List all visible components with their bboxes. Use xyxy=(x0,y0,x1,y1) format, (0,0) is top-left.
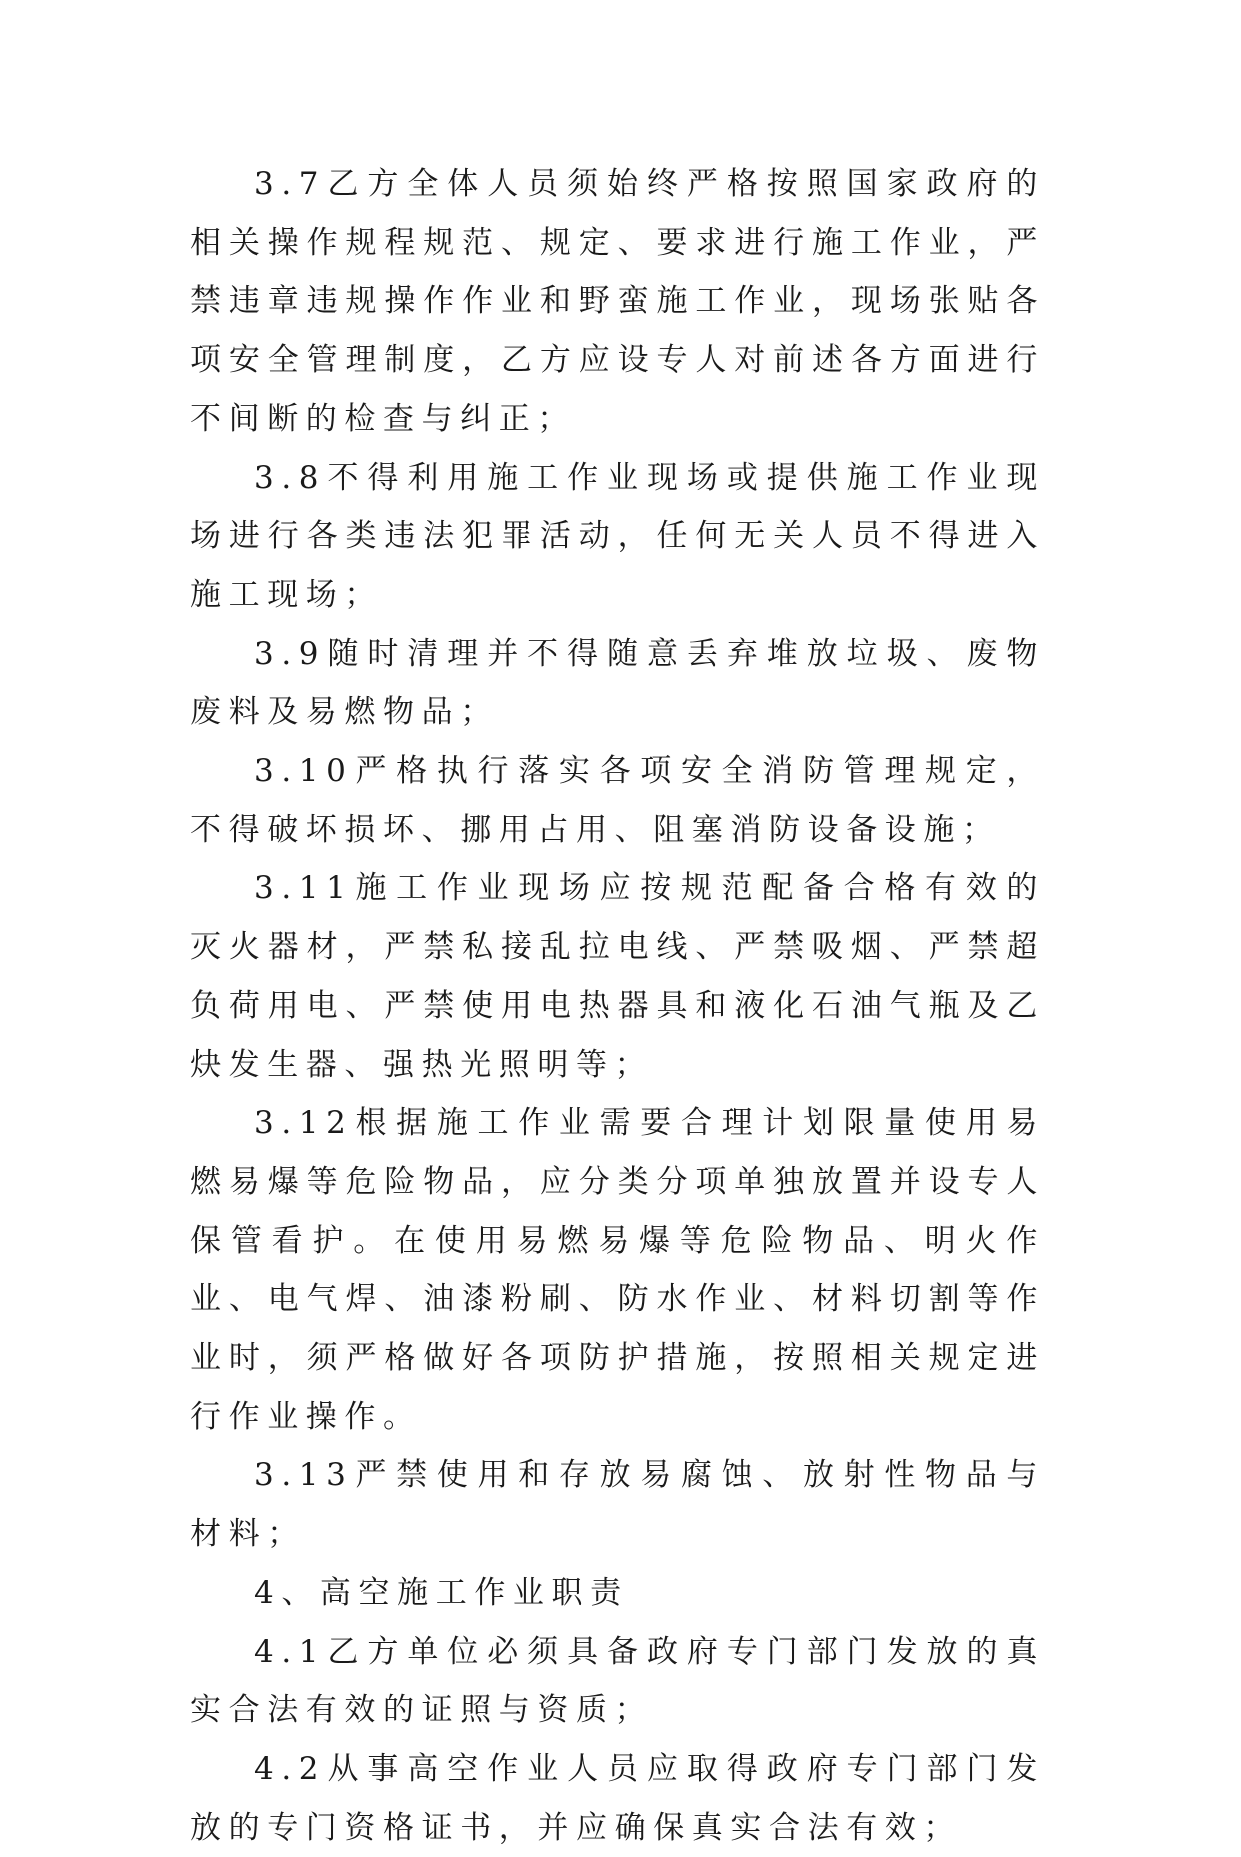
paragraph-4-2: 4.2从事高空作业人员应取得政府专门部门发放的专门资格证书，并应确保真实合法有效； xyxy=(190,1750,1045,1846)
paragraph-3-9: 3.9随时清理并不得随意丢弃堆放垃圾、废物废料及易燃物品； xyxy=(190,635,1045,731)
paragraph-3-12: 3.12根据施工作业需要合理计划限量使用易燃易爆等危险物品，应分类分项单独放置并设专人保管看护。在使用易燃易爆等危险物品、明火作业、电气焊、油漆粉刷、防水作业、材料切割等作业时，须严格做好各项防护措施，按照相关规定进行作业操作。 xyxy=(190,1105,1045,1435)
paragraph-3-10: 3.10严格执行落实各项安全消防管理规定，不得破坏损坏、挪用占用、阻塞消防设备设施； xyxy=(190,753,1045,848)
paragraph-3-13: 3.13严禁使用和存放易腐蚀、放射性物品与材料； xyxy=(190,1457,1045,1553)
paragraph-3-7: 3.7乙方全体人员须始终严格按照国家政府的相关操作规程规范、规定、要求进行施工作业，严禁违章违规操作作业和野蛮施工作业，现场张贴各项安全管理制度，乙方应设专人对前述各方面进行不间断的检查与纠正； xyxy=(190,166,1045,437)
paragraph-3-11: 3.11施工作业现场应按规范配备合格有效的灭火器材，严禁私接乱拉电线、严禁吸烟、严禁超负荷用电、严禁使用电热器具和液化石油气瓶及乙炔发生器、强热光照明等； xyxy=(190,870,1045,1083)
paragraph-4-1: 4.1乙方单位必须具备政府专门部门发放的真实合法有效的证照与资质； xyxy=(190,1633,1045,1729)
paragraph-3-8: 3.8不得利用施工作业现场或提供施工作业现场进行各类违法犯罪活动，任何无关人员不得进入施工现场； xyxy=(190,459,1045,613)
document-body xyxy=(190,155,1045,1857)
section-heading-4: 4、高空施工作业职责 xyxy=(254,1574,629,1611)
